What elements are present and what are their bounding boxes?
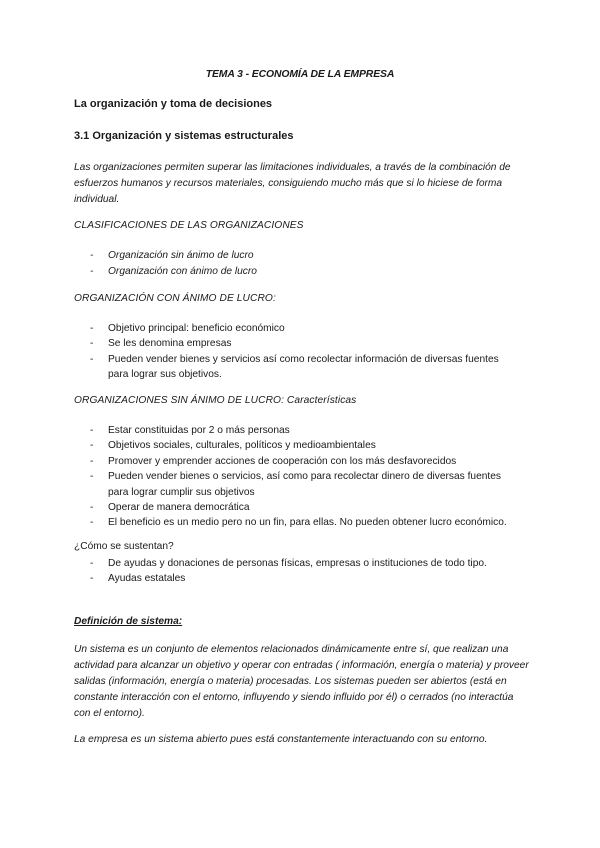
list-item: - Pueden vender bienes y servicios así como recolectar información de diversas fuentes para lograr sus objetivos. — [90, 353, 499, 381]
list-item: - Se les denomina empresas — [74, 336, 518, 351]
bullet-dash: - — [90, 440, 94, 452]
sin-lucro-label: ORGANIZACIONES SIN ÁNIMO DE LUCRO: Características — [74, 395, 357, 406]
bullet-dash: - — [90, 425, 94, 436]
list-item: - Objetivos sociales, culturales, políticos y medioambientales — [74, 438, 518, 453]
bullet-dash: - — [90, 502, 94, 514]
clasificaciones-label: CLASIFICACIONES DE LAS ORGANIZACIONES — [74, 220, 304, 231]
bullet-dash: - — [90, 517, 94, 529]
bullet-dash: - — [90, 250, 94, 261]
bullet-dash: - — [90, 265, 94, 277]
bullet-dash: - — [90, 471, 94, 483]
sustentan-label: ¿Cómo se sustentan? — [74, 541, 174, 552]
empresa-paragraph: La empresa es un sistema abierto pues está constantemente interactuando con su entorno. — [74, 734, 488, 745]
bullet-dash: - — [90, 338, 94, 350]
definicion-label: Definición de sistema: — [74, 616, 183, 627]
bullet-dash: - — [90, 353, 94, 365]
list-item: - Estar constituidas por 2 o más personas — [74, 423, 518, 438]
list-item: - El beneficio es un medio pero no un fin, para ellas. No pueden obtener lucro económico. — [74, 515, 518, 530]
list-item: - Ayudas estatales — [74, 571, 518, 586]
list-item: - Operar de manera democrática — [74, 500, 518, 515]
bullet-dash: - — [90, 323, 94, 334]
section-heading: La organización y toma de decisiones — [74, 98, 273, 110]
bullet-dash: - — [90, 573, 94, 585]
bullet-dash: - — [90, 558, 94, 569]
sin-lucro-list — [74, 423, 518, 531]
con-lucro-list — [74, 321, 518, 383]
clasificaciones-list — [74, 248, 257, 280]
list-item: - Promover y emprender acciones de cooperación con los más desfavorecidos — [74, 454, 518, 469]
document-title: TEMA 3 - ECONOMÍA DE LA EMPRESA — [205, 69, 395, 80]
con-lucro-label: ORGANIZACIÓN CON ÁNIMO DE LUCRO: — [74, 293, 276, 304]
list-item: - Organización sin ánimo de lucro — [74, 248, 257, 264]
bullet-dash: - — [90, 455, 94, 467]
list-item: - De ayudas y donaciones de personas físicas, empresas o instituciones de todo tipo. — [74, 556, 518, 571]
sustentan-list — [74, 556, 518, 587]
intro-paragraph: Las organizaciones permiten superar las limitaciones individuales, a través de la combinación de esfuerzos humanos y recursos materiales, consiguiendo mucho más que si lo hiciese de forma individual. — [74, 162, 511, 205]
list-item: - Pueden vender bienes o servicios, así como para recolectar dinero de diversas fuentes para lograr cumplir sus objetivos — [90, 471, 502, 498]
list-item: - Organización con ánimo de lucro — [74, 264, 257, 280]
list-item: - Objetivo principal: beneficio económico — [74, 321, 518, 336]
subsection-heading: 3.1 Organización y sistemas estructurales — [74, 130, 294, 142]
definicion-paragraph: Un sistema es un conjunto de elementos relacionados dinámicamente entre sí, que realizan una actividad para alcanzar un objetivo y operar con entradas ( información, energía o materia) y proveer salidas (información, energía o materia) procesadas. Los sistemas pueden ser abiertos (está en constante interacción con el entorno, influyendo y siendo influido por él) o cerrados (no interactúa con el entorno). — [74, 644, 529, 719]
